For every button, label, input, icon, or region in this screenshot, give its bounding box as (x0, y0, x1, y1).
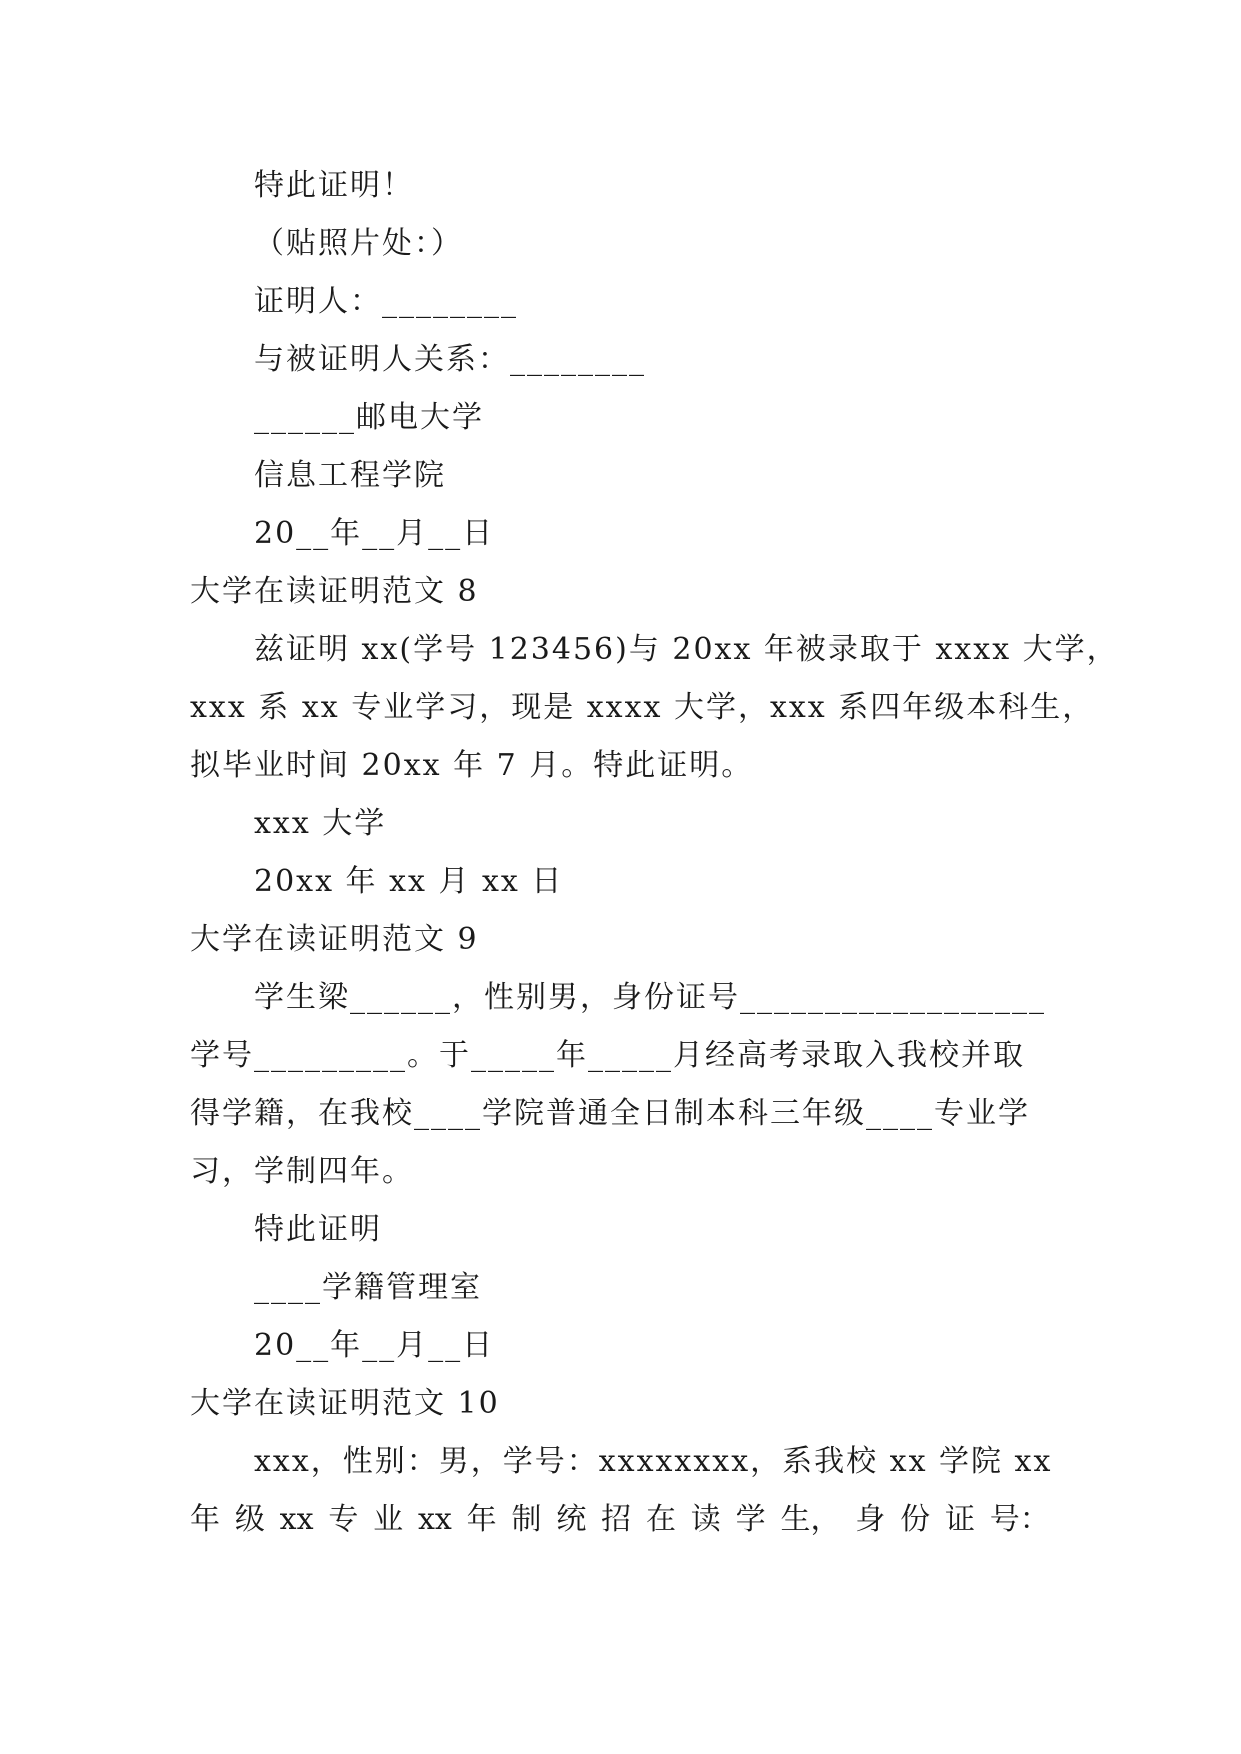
paragraph-8-line-1: 兹证明 xx(学号 123456)与 20xx 年被录取于 xxxx 大学， (254, 632, 1119, 667)
justified-token: 业 (373, 1502, 404, 1537)
relationship-line: 与被证明人关系：________ (254, 342, 646, 377)
justified-token: 年 (190, 1502, 220, 1537)
office-9: ____学籍管理室 (254, 1270, 482, 1305)
justified-token: 证 (944, 1502, 975, 1537)
section-heading-8: 大学在读证明范文 8 (190, 574, 479, 609)
justified-token: 身 (855, 1502, 886, 1537)
witness-line: 证明人：________ (254, 284, 518, 319)
justified-token: 生， (780, 1502, 841, 1537)
justified-token: 号： (989, 1502, 1050, 1537)
date-8: 20xx 年 xx 月 xx 日 (254, 864, 564, 899)
justified-token: 招 (601, 1502, 632, 1537)
justified-token: xx (417, 1502, 452, 1537)
certify-line: 特此证明！ (254, 168, 414, 203)
paragraph-10-line-2 (190, 1500, 1050, 1540)
paragraph-8-line-2: xxx 系 xx 专业学习，现是 xxxx 大学，xxx 系四年级本科生， (190, 690, 1095, 725)
date-9: 20__年__月__日 (254, 1328, 495, 1363)
justified-token: 年 (466, 1502, 497, 1537)
closing-9: 特此证明 (254, 1212, 382, 1247)
college-line: 信息工程学院 (254, 458, 446, 493)
signature-8: xxx 大学 (254, 806, 387, 841)
justified-token: xx (279, 1502, 314, 1537)
justified-token: 级 (234, 1502, 265, 1537)
justified-token: 份 (900, 1502, 931, 1537)
justified-token: 统 (556, 1502, 587, 1537)
date-line: 20__年__月__日 (254, 516, 495, 551)
university-line: ______邮电大学 (254, 400, 484, 435)
paragraph-9-line-1: 学生梁______，性别男，身份证号__________________ (254, 980, 1046, 1015)
justified-token: 读 (690, 1502, 721, 1537)
justified-token: 学 (735, 1502, 766, 1537)
photo-placeholder-label: （贴照片处：） (254, 226, 463, 261)
paragraph-8-line-3: 拟毕业时间 20xx 年 7 月。特此证明。 (190, 748, 754, 783)
justified-token: 制 (511, 1502, 542, 1537)
justified-token: 专 (328, 1502, 359, 1537)
section-heading-9: 大学在读证明范文 9 (190, 922, 479, 957)
justified-token: 在 (645, 1502, 676, 1537)
paragraph-9-line-4: 习，学制四年。 (190, 1154, 414, 1189)
paragraph-9-line-2: 学号_________。于_____年_____月经高考录取入我校并取 (190, 1038, 1025, 1073)
paragraph-10-line-1: xxx，性别：男，学号：xxxxxxxx，系我校 xx 学院 xx (254, 1444, 1053, 1479)
section-heading-10: 大学在读证明范文 10 (190, 1386, 500, 1421)
paragraph-9-line-3: 得学籍，在我校____学院普通全日制本科三年级____专业学 (190, 1096, 1030, 1131)
